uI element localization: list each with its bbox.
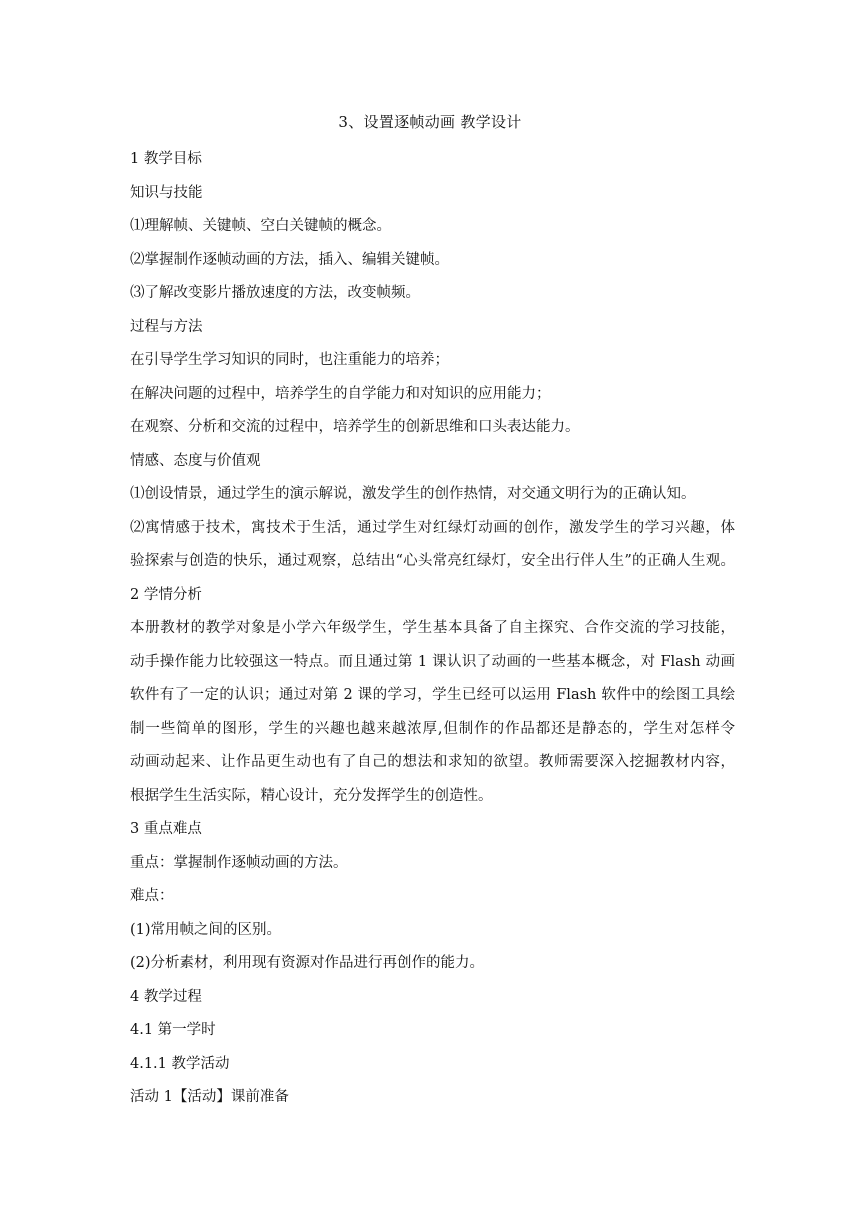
- document-line: ⑵寓情感于技术，寓技术于生活，通过学生对红绿灯动画的创作，激发学生的学习兴趣，体: [130, 519, 735, 536]
- document-line: ⑶了解改变影片播放速度的方法，改变帧频。: [130, 285, 420, 301]
- document-line: 本册教材的教学对象是小学六年级学生，学生基本具备了自主探究、合作交流的学习技能，: [130, 620, 735, 636]
- document-line: 重点：掌握制作逐帧动画的方法。: [130, 854, 348, 871]
- document-line: ⑴理解帧、关键帧、空白关键帧的概念。: [130, 218, 391, 234]
- document-line: 软件有了一定的认识；通过对第 2 课的学习，学生已经可以运用 Flash 软件中的绘图工具绘: [130, 687, 735, 703]
- document-line: 情感、态度与价值观: [130, 452, 261, 469]
- document-line: 根据学生生活实际，精心设计，充分发挥学生的创造性。: [130, 787, 493, 804]
- document-line: 1 教学目标: [130, 151, 202, 167]
- document-line: 4 教学过程: [130, 988, 202, 1005]
- document-line: (2)分析素材，利用现有资源对作品进行再创作的能力。: [130, 955, 485, 971]
- document-line: 3 重点难点: [130, 821, 202, 837]
- document-line: 知识与技能: [130, 184, 203, 201]
- document-line: 验探索与创造的快乐，通过观察，总结出“心头常亮红绿灯，安全出行伴人生”的正确人生观。: [130, 553, 735, 569]
- document-title: 3、设置逐帧动画 教学设计: [338, 113, 522, 131]
- document-line: 动画动起来、让作品更生动也有了自己的想法和求知的欲望。教师需要深入挖掘教材内容，: [130, 754, 735, 770]
- document-line: 4.1 第一学时: [130, 1022, 216, 1038]
- document-line: 制一些简单的图形，学生的兴趣也越来越浓厚,但制作的作品都还是静态的，学生对怎样令: [130, 720, 735, 737]
- document-line: 在观察、分析和交流的过程中，培养学生的创新思维和口头表达能力。: [130, 419, 580, 435]
- document-line: 在引导学生学习知识的同时，也注重能力的培养；: [130, 352, 449, 368]
- document-line: 2 学情分析: [130, 586, 202, 603]
- document-line: (1)常用帧之间的区别。: [130, 921, 282, 938]
- document-line: ⑵掌握制作逐帧动画的方法，插入、编辑关键帧。: [130, 251, 449, 268]
- document-line: 过程与方法: [130, 318, 203, 335]
- document-line: 难点：: [130, 888, 174, 904]
- document-line: 动手操作能力比较强这一特点。而且通过第 1 课认识了动画的一些基本概念，对 Flash 动画: [130, 653, 735, 670]
- document-line: 活动 1【活动】课前准备: [130, 1089, 289, 1105]
- document-line: 4.1.1 教学活动: [130, 1055, 230, 1072]
- document-line: 在解决问题的过程中，培养学生的自学能力和对知识的应用能力；: [130, 385, 551, 402]
- document-line: ⑴创设情景，通过学生的演示解说，激发学生的创作热情，对交通文明行为的正确认知。: [130, 486, 696, 502]
- document-body: [130, 143, 735, 1115]
